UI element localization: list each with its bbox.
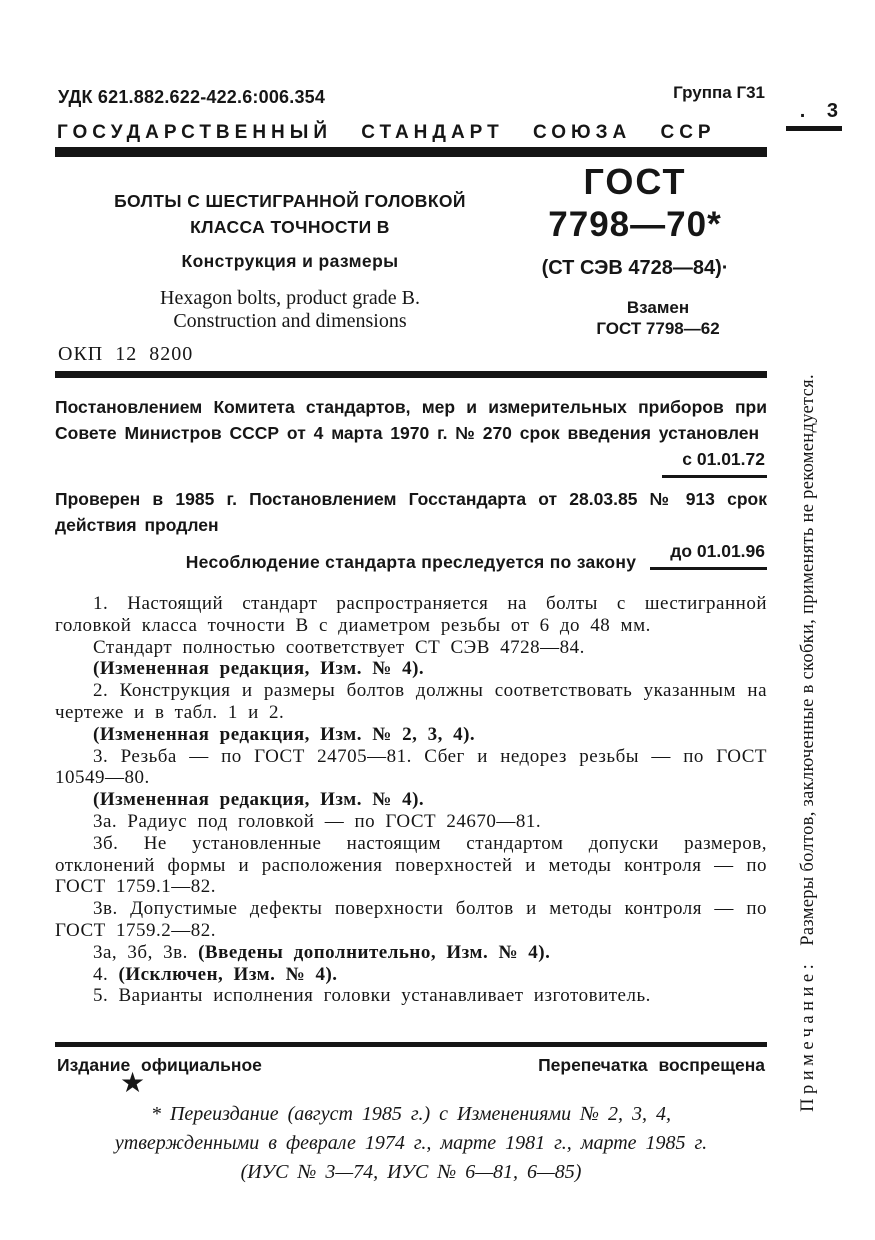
corner-page-number: . 3: [799, 100, 838, 122]
official-edition-label: Издание официальное: [57, 1055, 262, 1075]
paragraph: [55, 985, 767, 1007]
paragraph-text: 1. Настоящий стандарт распространяется на болты с шестигранной головкой класса точности В с диаметром резьбы от 6 до 48 мм.: [55, 593, 767, 636]
footnote-line: * Переиздание (август 1985 г.) с Изменениями № 2, 3, 4,: [150, 1103, 672, 1125]
margin-note-text: Размеры болтов, заключенные в скобки, применять не рекомендуется.: [798, 374, 818, 946]
group-code: Группа Г31: [673, 83, 765, 102]
title-ru-line1: БОЛТЫ С ШЕСТИГРАННОЙ ГОЛОВКОЙ: [114, 191, 466, 211]
gost-number: 7798—70*: [548, 205, 722, 244]
law-notice: Несоблюдение стандарта преследуется по закону: [185, 552, 637, 572]
st-sev-reference: (СТ СЭВ 4728—84)·: [541, 257, 729, 279]
okp-code: ОКП 12 8200: [58, 343, 194, 365]
replaces-value: ГОСТ 7798—62: [596, 319, 720, 338]
paragraph-text: 5. Варианты исполнения головки устанавливает изготовитель.: [93, 985, 651, 1007]
union-standard-header: ГОСУДАРСТВЕННЫЙ СТАНДАРТ СОЮЗА ССР: [57, 122, 716, 143]
paragraph-text: 2. Конструкция и размеры болтов должны соответствовать указанным на чертеже и в табл. 1 и 2.: [55, 680, 767, 723]
gost-label: ГОСТ: [583, 161, 687, 202]
title-en-line2: Construction and dimensions: [173, 310, 407, 332]
replaces-label: Взамен: [626, 298, 690, 317]
margin-note: [798, 348, 822, 1138]
footer-row: [57, 1055, 765, 1076]
paragraph: [55, 898, 767, 942]
reprint-notice: Перепечатка воспрещена: [538, 1055, 765, 1075]
amendment-note: (Измененная редакция, Изм. № 4).: [93, 658, 425, 680]
udk-number: УДК 621.882.622-422.6:006.354: [58, 87, 326, 107]
paragraph-text: 3в. Допустимые дефекты поверхности болтов и методы контроля — по ГОСТ 1759.2—82.: [55, 898, 767, 941]
header-rule: [55, 147, 767, 157]
paragraph-text: 4.: [93, 963, 119, 985]
reissue-footnote: [55, 1100, 767, 1187]
margin-note-label: Примечание:: [798, 959, 818, 1112]
paragraph: [55, 680, 767, 724]
corner-underline: [786, 126, 842, 131]
paragraph-text: 3а, 3б, 3в.: [93, 941, 199, 963]
title-en: [75, 287, 505, 333]
paragraph: [55, 658, 767, 680]
paragraph: [55, 724, 767, 746]
decree-section: [55, 394, 767, 578]
paragraph: [55, 811, 767, 833]
paragraph-text: Стандарт полностью соответствует СТ СЭВ 4728—84.: [93, 636, 585, 658]
paragraph: [55, 942, 767, 964]
title-en-line1: Hexagon bolts, product grade B.: [160, 287, 420, 309]
decree-paragraph: Постановлением Комитета стандартов, мер и измерительных приборов при Совете Министров СССР от 4 марта 1970 г. № 270 срок введения установлен: [55, 397, 767, 443]
page-corner-marker: [786, 100, 846, 131]
paragraph: [55, 964, 767, 986]
effective-from: [55, 449, 767, 478]
paragraph: [55, 593, 767, 637]
paragraph: [55, 637, 767, 659]
footer-rule: [55, 1042, 767, 1047]
title-divider-rule: [55, 371, 767, 378]
amendment-note: (Введены дополнительно, Изм. № 4).: [198, 941, 551, 963]
paragraph-text: 3а. Радиус под головкой — по ГОСТ 24670—81.: [93, 810, 542, 832]
replaces-block: [502, 297, 768, 339]
paragraph: [55, 833, 767, 898]
verification-paragraph: Проверен в 1985 г. Постановлением Госстандарта от 28.03.85 № 913 срок действия продлен: [55, 489, 767, 535]
subtitle-ru: Конструкция и размеры: [181, 251, 399, 271]
paragraph-text: 3. Резьба — по ГОСТ 24705—81. Сбег и недорез резьбы — по ГОСТ 10549—80.: [55, 745, 767, 789]
amendment-note: (Измененная редакция, Изм. № 2, 3, 4).: [93, 723, 476, 745]
paragraph-text: 3б. Не установленные настоящим стандартом допуски размеров, отклонений формы и расположения поверхностей и методы контроля — по ГОСТ 1759.1—82.: [55, 832, 767, 898]
amendment-note: (Измененная редакция, Изм. № 4).: [93, 789, 425, 811]
paragraph: [55, 746, 767, 790]
footnote-line: утвержденными в феврале 1974 г., марте 1981 г., марте 1985 г.: [114, 1132, 708, 1154]
star-icon: ★: [120, 1068, 146, 1099]
title-block: [75, 188, 505, 333]
amendment-note: (Исключен, Изм. № 4).: [118, 963, 338, 985]
paragraph: [55, 789, 767, 811]
designation-block: [502, 161, 768, 339]
footnote-line: (ИУС № 3—74, ИУС № 6—81, 6—85): [240, 1161, 582, 1183]
body-paragraphs: [55, 593, 767, 1007]
effective-from-date: с 01.01.72: [662, 449, 767, 478]
effective-to-date: до 01.01.96: [650, 541, 767, 570]
title-ru-line2: КЛАССА ТОЧНОСТИ В: [190, 217, 390, 237]
